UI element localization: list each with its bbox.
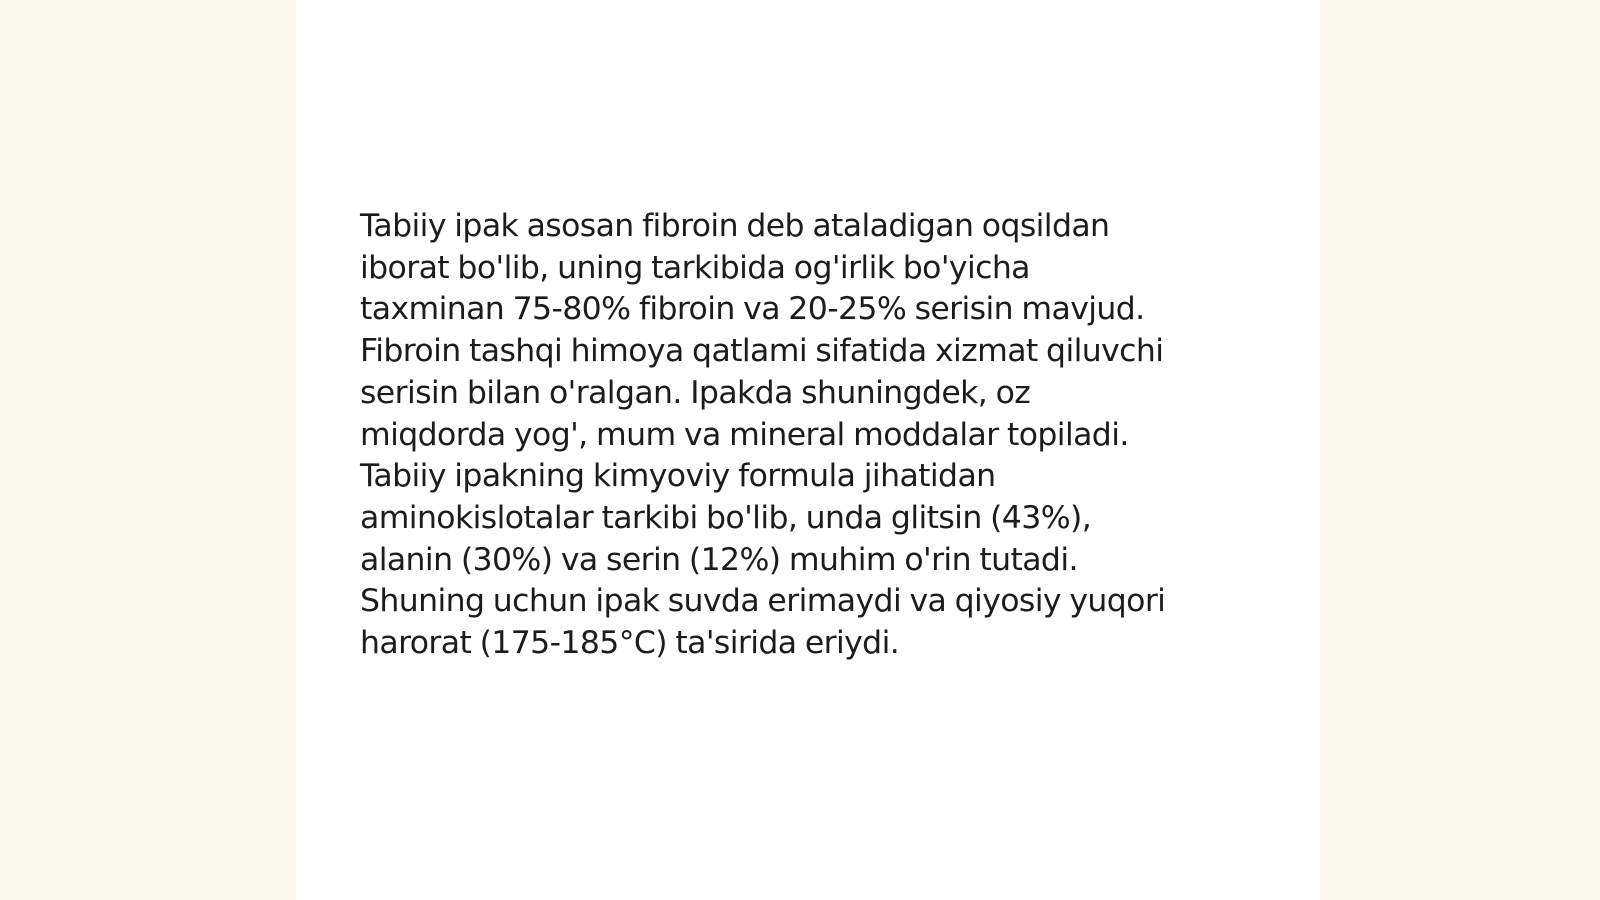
text-line: harorat (175-185°C) ta'sirida eriydi. [360,625,900,662]
text-line: serisin bilan o'ralgan. Ipakda shuningdek, oz [360,374,1031,411]
body-paragraph [360,206,1240,665]
text-line: Tabiiy ipak asosan fibroin deb ataladigan oqsildan [360,208,1110,244]
left-margin [0,0,296,900]
text-line: Shuning uchun ipak suvda erimaydi va qiyosiy yuqori [360,583,1166,620]
text-line: miqdorda yog', mum va mineral moddalar topiladi. [360,416,1129,453]
text-line: aminokislotalar tarkibi bo'lib, unda glitsin (43%), [360,499,1092,536]
text-line: alanin (30%) va serin (12%) muhim o'rin tutadi. [360,541,1078,578]
text-line: iborat bo'lib, uning tarkibida og'irlik bo'yicha [360,249,1030,286]
text-line: taxminan 75-80% fibroin va 20-25% serisin mavjud. [360,291,1145,328]
text-line: Fibroin tashqi himoya qatlami sifatida xizmat qiluvchi [360,333,1164,370]
document-page [296,0,1320,900]
text-line: Tabiiy ipakning kimyoviy formula jihatidan [360,458,996,495]
right-margin [1320,0,1600,900]
